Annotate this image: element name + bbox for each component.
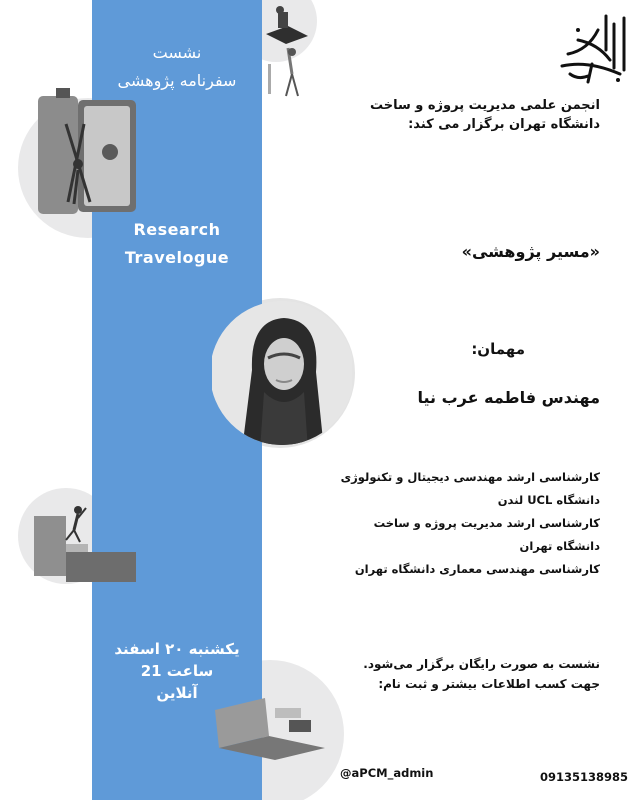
english-title [92,216,262,272]
date-line: یکشنبه ۲۰ اسفند [114,640,240,658]
guest-label: مهمان: [471,340,525,358]
climber-illustration-icon [30,496,140,586]
registration-info [300,654,600,694]
bio-line: دانشگاه UCL لندن [497,493,600,507]
session-label: نشست [152,43,202,62]
organizer-line1: انجمن علمی مدیریت پروژه و ساخت [369,98,600,113]
free-session-line: نشست به صورت رایگان برگزار می‌شود. [363,657,600,671]
guest-portrait-icon [212,300,352,450]
english-title-line2: Travelogue [124,248,230,267]
session-title: سفرنامه پژوهشی [117,71,237,90]
english-title-line1: Research [133,220,221,239]
logo-calligraphy-icon [548,10,632,86]
bio-line: کارشناسی ارشد مهندسی دیجیتال و تکنولوژی [340,470,600,484]
guest-name: مهندس فاطمه عرب نیا [417,388,600,407]
social-handle[interactable]: @aPCM_admin [340,766,434,780]
phone-number[interactable]: 09135138985 [540,770,629,784]
guest-bio [290,466,600,581]
bio-line: کارشناسی مهندسی معماری دانشگاه تهران [354,562,600,576]
bio-line: کارشناسی ارشد مدیریت پروژه و ساخت [373,516,600,530]
mode-line: آنلاین [156,684,198,702]
time-line: ساعت 21 [140,662,214,680]
register-line: جهت کسب اطلاعات بیشتر و ثبت نام: [378,677,600,691]
suitcase-illustration-icon [30,84,150,234]
organizer-text [300,96,600,134]
organizer-line2: دانشگاه تهران برگزار می کند: [408,117,600,132]
bio-line: دانشگاه تهران [519,539,600,553]
laptop-illustration-icon [205,690,335,760]
topic-title: «مسیر پژوهشی» [461,242,600,261]
